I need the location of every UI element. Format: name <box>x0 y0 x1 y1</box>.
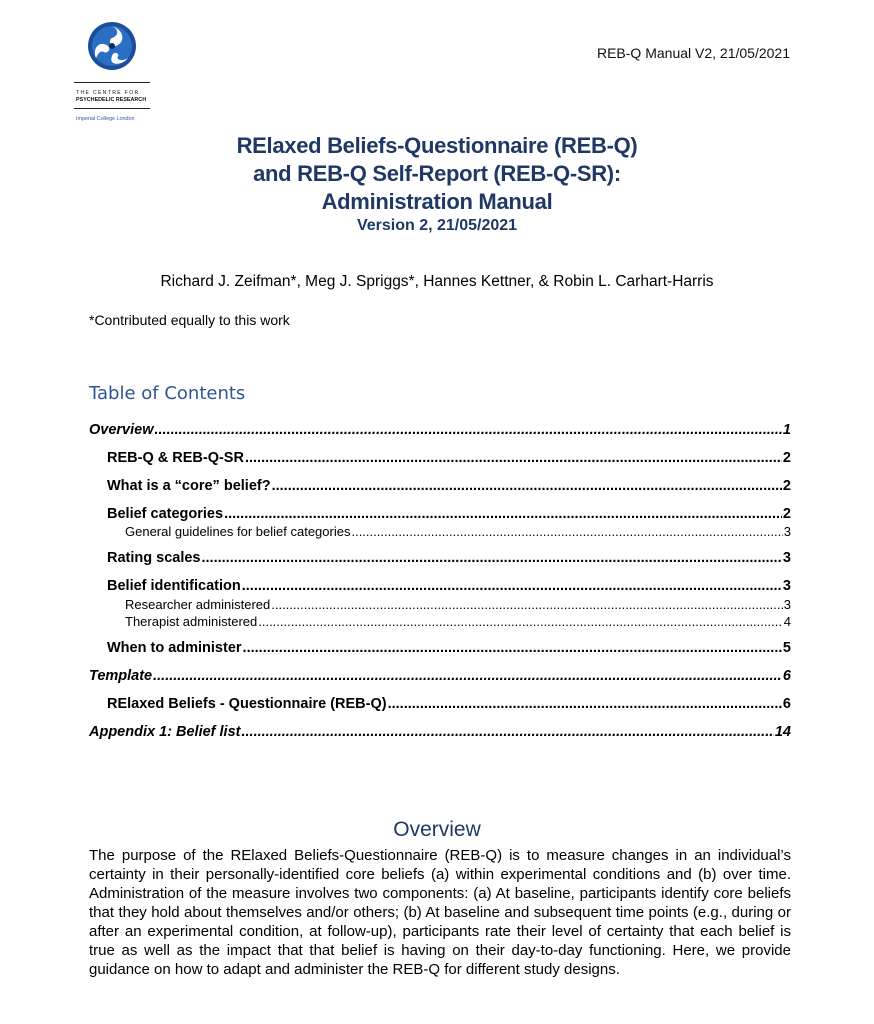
toc-entry-page: 1 <box>782 422 791 438</box>
toc-entry-label: Belief categories <box>107 506 224 522</box>
logo-text-line1: THE CENTRE FOR <box>76 90 140 96</box>
toc-entry-when-to-administer[interactable] <box>89 640 791 656</box>
overview-paragraph: The purpose of the RElaxed Beliefs-Questionnaire (REB-Q) is to measure changes in an individual’s certainty in their personally-identified core beliefs (a) within experimental conditions and (b) over time. Administration of the measure involves two components: (a) At baseline, participants identify core beliefs that they hold about themselves and/or others; (b) At baseline and subsequent time points (e.g., during or after an experimental condition, at follow-up), participants rate their level of certainty that each belief is true as well as the impact that that belief is having on their day-to-day functioning. Here, we provide guidance on how to adapt and administer the REB-Q for different study designs. <box>89 847 791 978</box>
toc-entry-label: Rating scales <box>107 550 201 566</box>
title-line-1: RElaxed Beliefs-Questionnaire (REB-Q) <box>236 133 638 158</box>
title-line-3: Administration Manual <box>321 189 553 214</box>
toc-entry-page: 2 <box>782 450 791 466</box>
toc-entry-label: What is a “core” belief? <box>107 478 271 494</box>
toc-entry-page: 3 <box>782 550 791 566</box>
toc-entry-reb-q-template[interactable] <box>89 696 791 712</box>
author-list: Richard J. Zeifman*, Meg J. Spriggs*, Hannes Kettner, & Robin L. Carhart-Harris <box>160 273 714 290</box>
triskelion-swirl-logo-icon <box>74 20 150 80</box>
toc-entry-page: 14 <box>774 724 791 740</box>
toc-entry-page: 3 <box>783 524 791 539</box>
toc-entry-label: General guidelines for belief categories <box>125 524 351 539</box>
toc-entry-overview[interactable] <box>89 422 791 438</box>
toc-entry-label: Belief identification <box>107 578 241 594</box>
toc-entry-label: Template <box>89 668 153 684</box>
title-version: Version 2, 21/05/2021 <box>356 217 518 234</box>
toc-entry-page: 5 <box>782 640 791 656</box>
toc-entry-label: Appendix 1: Belief list <box>89 724 241 740</box>
toc-entry-appendix-1[interactable] <box>89 724 791 740</box>
document-title <box>0 132 874 236</box>
toc-entry-label: When to administer <box>107 640 242 656</box>
toc-entry-page: 6 <box>782 696 791 712</box>
toc-entry-page: 3 <box>783 597 791 612</box>
toc-entry-researcher-administered[interactable] <box>89 597 791 612</box>
toc-entry-page: 3 <box>782 578 791 594</box>
contribution-note: *Contributed equally to this work <box>89 312 290 328</box>
toc-entry-page: 2 <box>782 506 791 522</box>
overview-heading: Overview <box>393 818 481 841</box>
toc-entry-page: 2 <box>782 478 791 494</box>
toc-entry-general-guidelines[interactable] <box>89 524 791 539</box>
toc-entry-page: 6 <box>782 668 791 684</box>
toc-entry-core-belief[interactable] <box>89 478 791 494</box>
toc-entry-rating-scales[interactable] <box>89 550 791 566</box>
toc-entry-therapist-administered[interactable] <box>89 614 791 629</box>
toc-entry-template[interactable] <box>89 668 791 684</box>
logo-text-line3: Imperial College London <box>76 116 135 122</box>
toc-entry-page: 4 <box>783 614 791 629</box>
title-line-2: and REB-Q Self-Report (REB-Q-SR): <box>253 161 621 186</box>
toc-entry-reb-q[interactable] <box>89 450 791 466</box>
toc-heading: Table of Contents <box>89 383 246 404</box>
toc-entry-label: REB-Q & REB-Q-SR <box>107 450 244 466</box>
logo-text-line2: PSYCHEDELIC RESEARCH <box>76 97 147 103</box>
manual-version-header: REB-Q Manual V2, 21/05/2021 <box>596 45 790 61</box>
toc-entry-label: Therapist administered <box>125 614 258 629</box>
toc-entry-label: Researcher administered <box>125 597 271 612</box>
toc-entry-label: RElaxed Beliefs - Questionnaire (REB-Q) <box>107 696 387 712</box>
toc-entry-label: Overview <box>89 422 154 438</box>
toc-entry-belief-identification[interactable] <box>89 578 791 594</box>
toc-entry-belief-categories[interactable] <box>89 506 791 522</box>
centre-logo <box>74 20 150 124</box>
